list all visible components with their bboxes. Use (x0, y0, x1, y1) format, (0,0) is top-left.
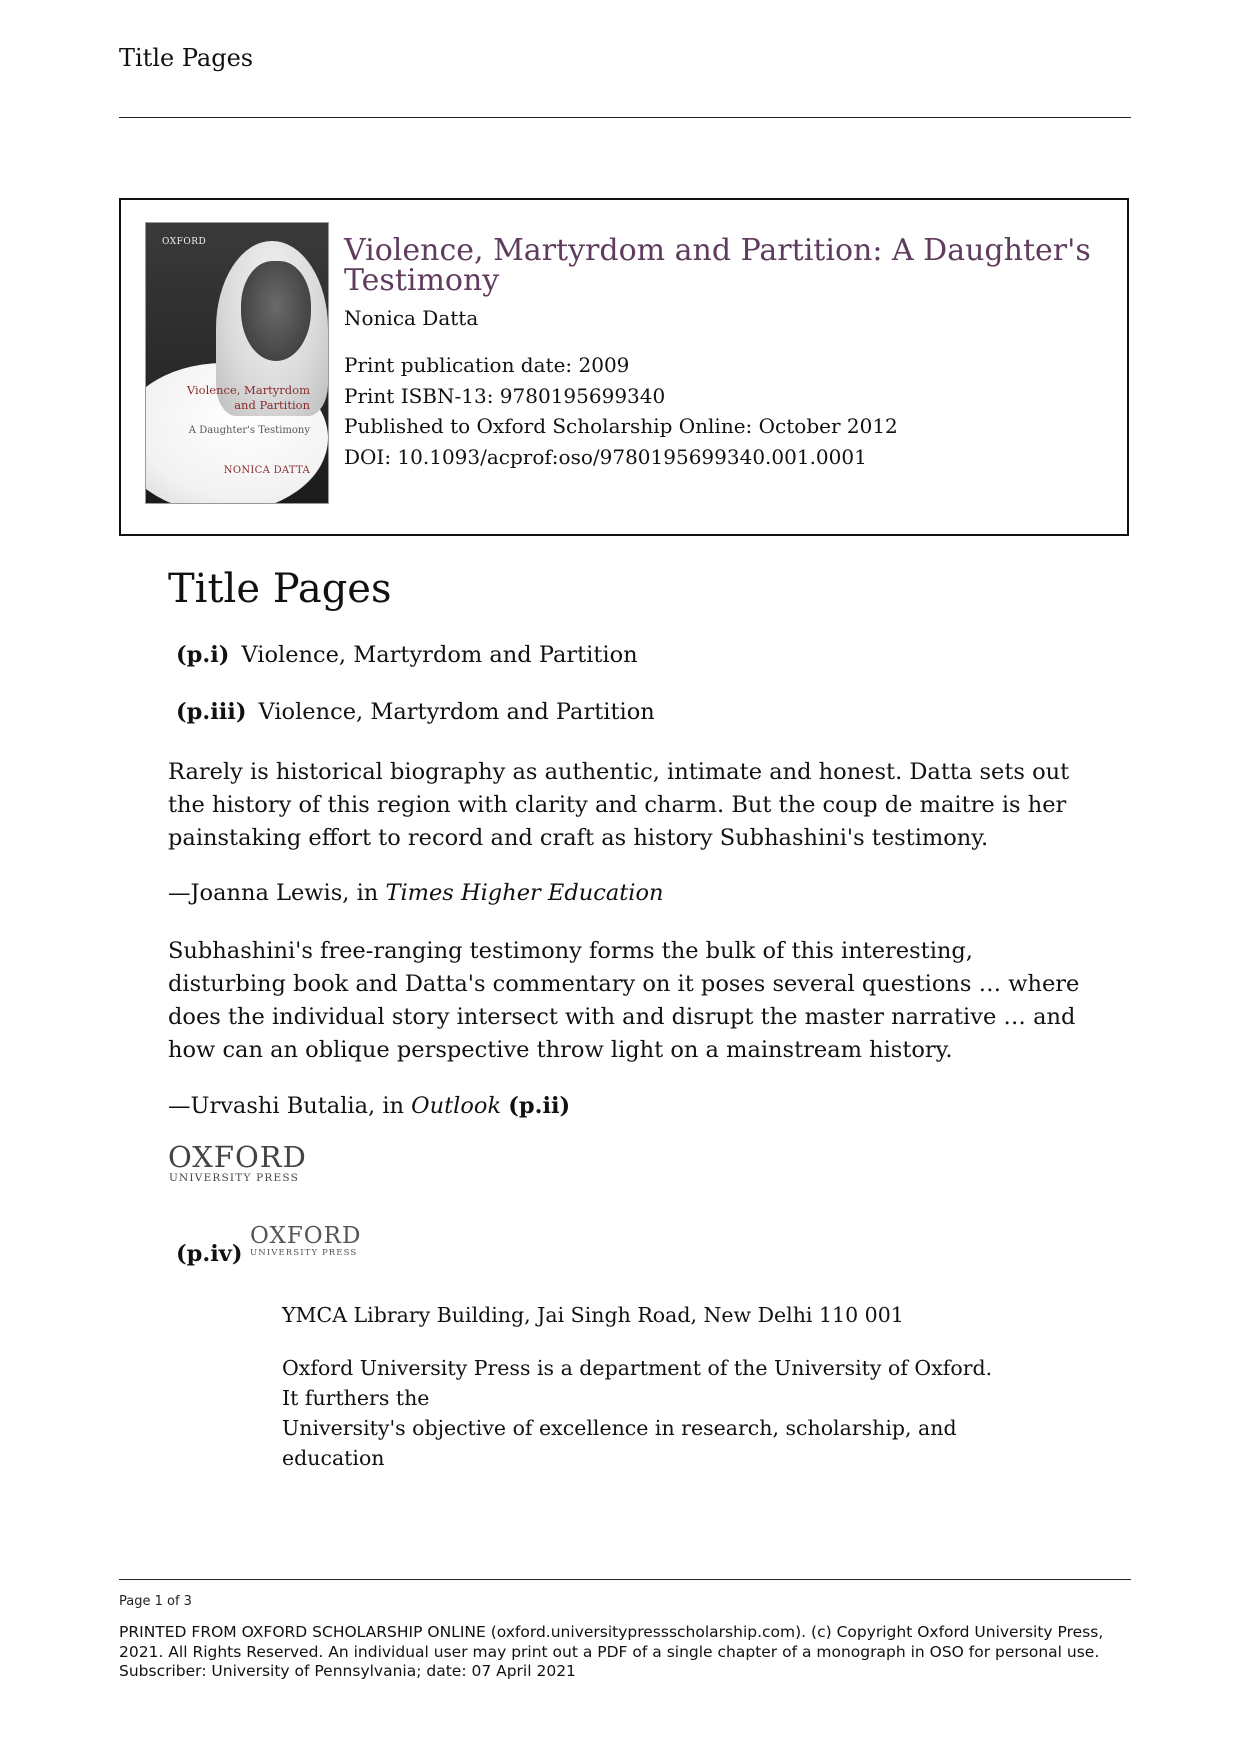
page-number: Page 1 of 3 (119, 1594, 192, 1609)
logo-wordmark: OXFORD (250, 1223, 362, 1249)
imprint-address: YMCA Library Building, Jai Singh Road, New Delhi 110 001 (282, 1303, 904, 1327)
page-ref: (p.iv) (176, 1241, 243, 1267)
page-ref: (p.iii) (176, 699, 247, 725)
cover-face (241, 261, 311, 361)
book-meta (344, 233, 1104, 472)
review-attribution (168, 1093, 570, 1119)
page-ref-line (176, 642, 638, 668)
review-source: Times Higher Education (385, 880, 664, 906)
book-info-box (119, 198, 1129, 536)
page-ref-line (176, 699, 655, 725)
page-ref: (p.ii) (508, 1093, 571, 1119)
review-source: Outlook (411, 1093, 502, 1119)
cover-title: Violence, Martyrdom and Partition (186, 383, 310, 412)
book-title[interactable]: Violence, Martyrdom and Partition: A Daughter's Testimony (344, 233, 1091, 298)
logo-subtitle: UNIVERSITY PRESS (169, 1172, 299, 1184)
page-ref: (p.i) (176, 642, 230, 668)
reviewer: —Urvashi Butalia, in (168, 1093, 405, 1119)
logo-subtitle: UNIVERSITY PRESS (250, 1248, 358, 1258)
oxford-logo (168, 1142, 307, 1184)
book-meta-list (344, 350, 1104, 472)
imprint-line: Oxford University Press is a department of the University of Oxford. (282, 1356, 993, 1380)
review-quote: Rarely is historical biography as authentic, intimate and honest. Datta sets out the history of this region with clarity and charm. But the coup de maitre is her painstaking effort to record and craft as history Subhashini's testimony. (168, 759, 1070, 851)
cover-publisher: OXFORD (162, 237, 207, 247)
review-attribution (168, 880, 664, 906)
cover-subtitle: A Daughter's Testimony (188, 425, 310, 436)
running-title: Title Pages (119, 44, 254, 72)
logo-wordmark: OXFORD (168, 1140, 307, 1174)
imprint-line: education (282, 1446, 385, 1470)
reviewer: —Joanna Lewis, in (168, 880, 379, 906)
book-cover-image (145, 222, 329, 504)
cover-author: NONICA DATTA (223, 465, 310, 476)
doi[interactable]: DOI: 10.1093/acprof:oso/9780195699340.001.0001 (344, 444, 867, 469)
print-date: Print publication date: 2009 (344, 353, 630, 377)
print-isbn: Print ISBN-13: 9780195699340 (344, 383, 666, 408)
page-ref-text: Violence, Martyrdom and Partition (241, 642, 638, 668)
imprint-statement (282, 1353, 1042, 1473)
copyright-notice: PRINTED FROM OXFORD SCHOLARSHIP ONLINE (oxford.universitypressscholarship.com). (c) Copyright Oxford University Press, 2021. All Rights Reserved. An individual user may print out a PDF of a single chapter of a monograph in OSO for personal use. Subscriber: University of Pennsylvania; date: 07 April 2021 (119, 1623, 1104, 1680)
oxford-logo (250, 1224, 361, 1258)
imprint-line: It furthers the (282, 1386, 430, 1410)
page-ref-text: Violence, Martyrdom and Partition (258, 699, 655, 725)
header-divider (119, 117, 1131, 118)
online-date: Published to Oxford Scholarship Online: October 2012 (344, 414, 898, 438)
book-author: Nonica Datta (344, 306, 479, 330)
review-quote: Subhashini's free-ranging testimony forms the bulk of this interesting, disturbing book and Datta's commentary on it poses several questions … where does the individual story intersect with and disrupt the master narrative … and how can an oblique perspective throw light on a mainstream history. (168, 938, 1080, 1063)
footer-divider (119, 1579, 1131, 1580)
imprint-line: University's objective of excellence in research, scholarship, and (282, 1416, 957, 1440)
chapter-heading: Title Pages (168, 566, 392, 612)
